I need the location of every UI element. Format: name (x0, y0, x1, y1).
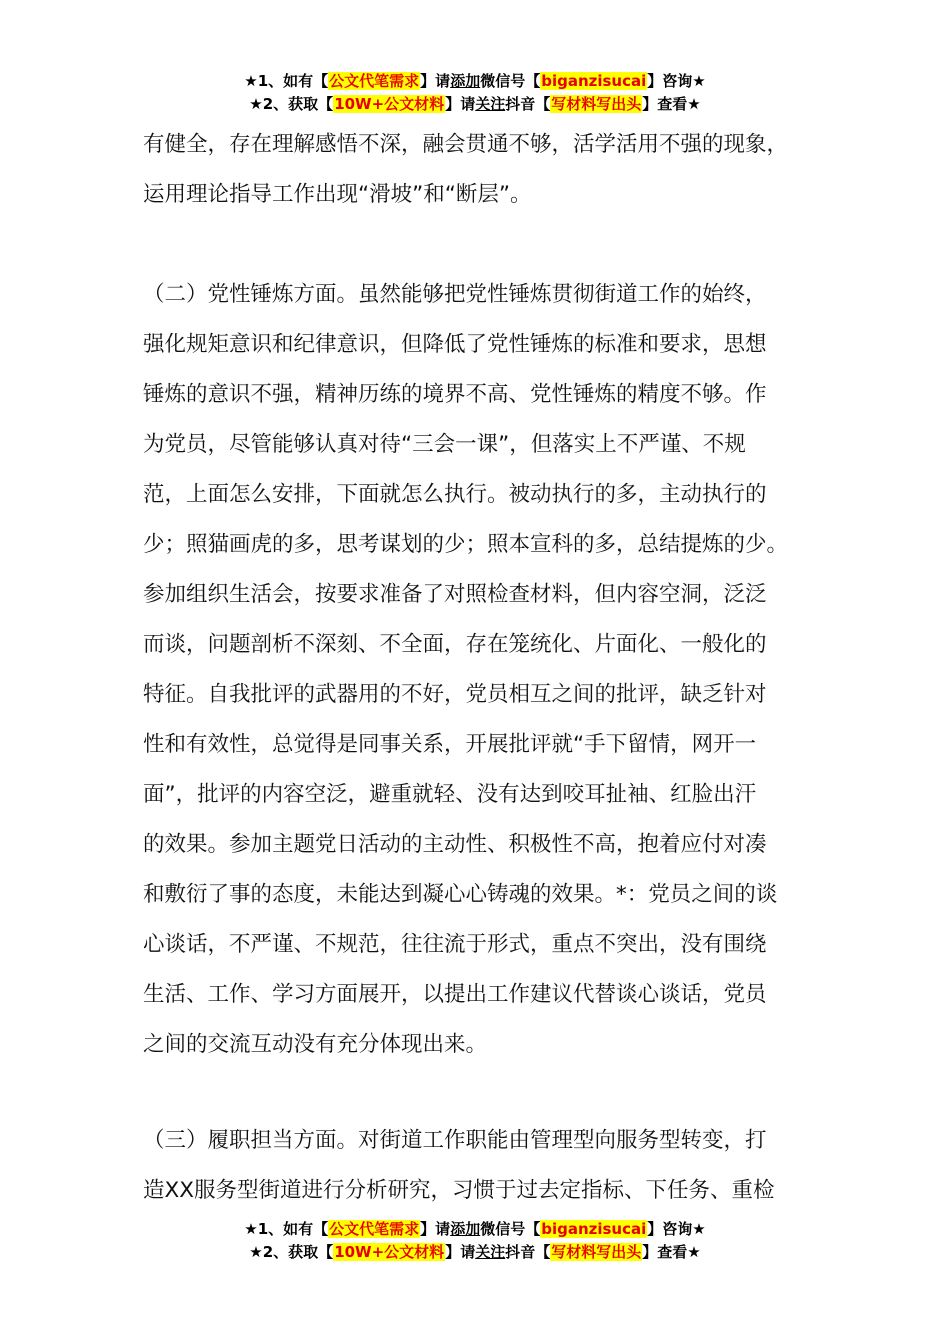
banner-highlight: 写材料写出头 (551, 1243, 642, 1261)
banner-highlight: biganzisucai (541, 1220, 647, 1238)
banner-highlight: 公文代笔需求 (329, 1220, 420, 1238)
banner-text: ★2、获取【 (249, 1243, 334, 1261)
text-line: 生活、工作、学习方面展开，以提出工作建议代替谈心谈话，党员 (143, 982, 767, 1007)
banner-text: 抖音【 (505, 95, 551, 113)
banner-line-2 (0, 93, 950, 116)
text-line: 有健全，存在理解感悟不深，融会贯通不够，活学活用不强的现象， (143, 132, 789, 157)
text-line: 和敷衍了事的态度，未能达到凝心心铸魂的效果。*：党员之间的谈 (143, 882, 778, 907)
paragraph-3 (143, 1116, 811, 1216)
header-banner (0, 70, 950, 116)
text-line: 性和有效性，总觉得是同事关系，开展批评就“手下留情，网开一 (143, 732, 757, 757)
banner-underline: 添加 (450, 72, 481, 90)
banner-highlight: biganzisucai (541, 72, 647, 90)
banner-highlight: 10W+公文材料 (334, 1243, 445, 1261)
banner-highlight: 写材料写出头 (551, 95, 642, 113)
banner-text: 】请 (445, 95, 476, 113)
banner-text: 】请 (420, 1220, 451, 1238)
banner-highlight: 公文代笔需求 (329, 72, 420, 90)
text-line: 运用理论指导工作出现“滑坡”和“断层”。 (143, 182, 532, 207)
banner-text: 】咨询★ (647, 72, 706, 90)
banner-text: ★1、如有【 (244, 1220, 329, 1238)
banner-underline: 关注 (475, 95, 506, 113)
paragraph-2 (143, 270, 811, 1070)
banner-line-1 (0, 1218, 950, 1241)
text-line: 面”，批评的内容空泛，避重就轻、没有达到咬耳扯袖、红脸出汗 (143, 782, 757, 807)
paragraph-1 (143, 120, 811, 220)
text-line: 为党员，尽管能够认真对待“三会一课”，但落实上不严谨、不规 (143, 432, 746, 457)
banner-line-2 (0, 1241, 950, 1264)
text-line: 范，上面怎么安排，下面就怎么执行。被动执行的多，主动执行的 (143, 482, 767, 507)
banner-text: 微信号【 (480, 1220, 541, 1238)
banner-underline: 添加 (450, 1220, 481, 1238)
text-line: 造XX服务型街道进行分析研究，习惯于过去定指标、下任务、重检 (143, 1178, 775, 1203)
banner-text: 】请 (445, 1243, 476, 1261)
banner-text: 抖音【 (505, 1243, 551, 1261)
text-line: 特征。自我批评的武器用的不好，党员相互之间的批评，缺乏针对 (143, 682, 767, 707)
text-line: 少；照猫画虎的多，思考谋划的少；照本宣科的多，总结提炼的少。 (143, 532, 789, 557)
banner-text: 】咨询★ (647, 1220, 706, 1238)
banner-highlight: 10W+公文材料 (334, 95, 445, 113)
text-line: 的效果。参加主题党日活动的主动性、积极性不高，抱着应付对凑 (143, 832, 767, 857)
text-line: （三）履职担当方面。对街道工作职能由管理型向服务型转变，打 (143, 1128, 767, 1153)
text-line: 心谈话，不严谨、不规范，往往流于形式，重点不突出，没有围绕 (143, 932, 767, 957)
banner-line-1 (0, 70, 950, 93)
text-line: 而谈，问题剖析不深刻、不全面，存在笼统化、片面化、一般化的 (143, 632, 767, 657)
text-line: （二）党性锤炼方面。虽然能够把党性锤炼贯彻街道工作的始终， (143, 282, 767, 307)
banner-text: 微信号【 (480, 72, 541, 90)
text-line: 锤炼的意识不强，精神历练的境界不高、党性锤炼的精度不够。作 (143, 382, 767, 407)
text-line: 之间的交流互动没有充分体现出来。 (143, 1032, 488, 1057)
banner-text: 】查看★ (642, 95, 701, 113)
footer-banner (0, 1218, 950, 1264)
text-line: 参加组织生活会，按要求准备了对照检查材料，但内容空洞，泛泛 (143, 582, 767, 607)
text-line: 强化规矩意识和纪律意识，但降低了党性锤炼的标准和要求，思想 (143, 332, 767, 357)
banner-underline: 关注 (475, 1243, 506, 1261)
banner-text: ★2、获取【 (249, 95, 334, 113)
banner-text: ★1、如有【 (244, 72, 329, 90)
banner-text: 】查看★ (642, 1243, 701, 1261)
banner-text: 】请 (420, 72, 451, 90)
